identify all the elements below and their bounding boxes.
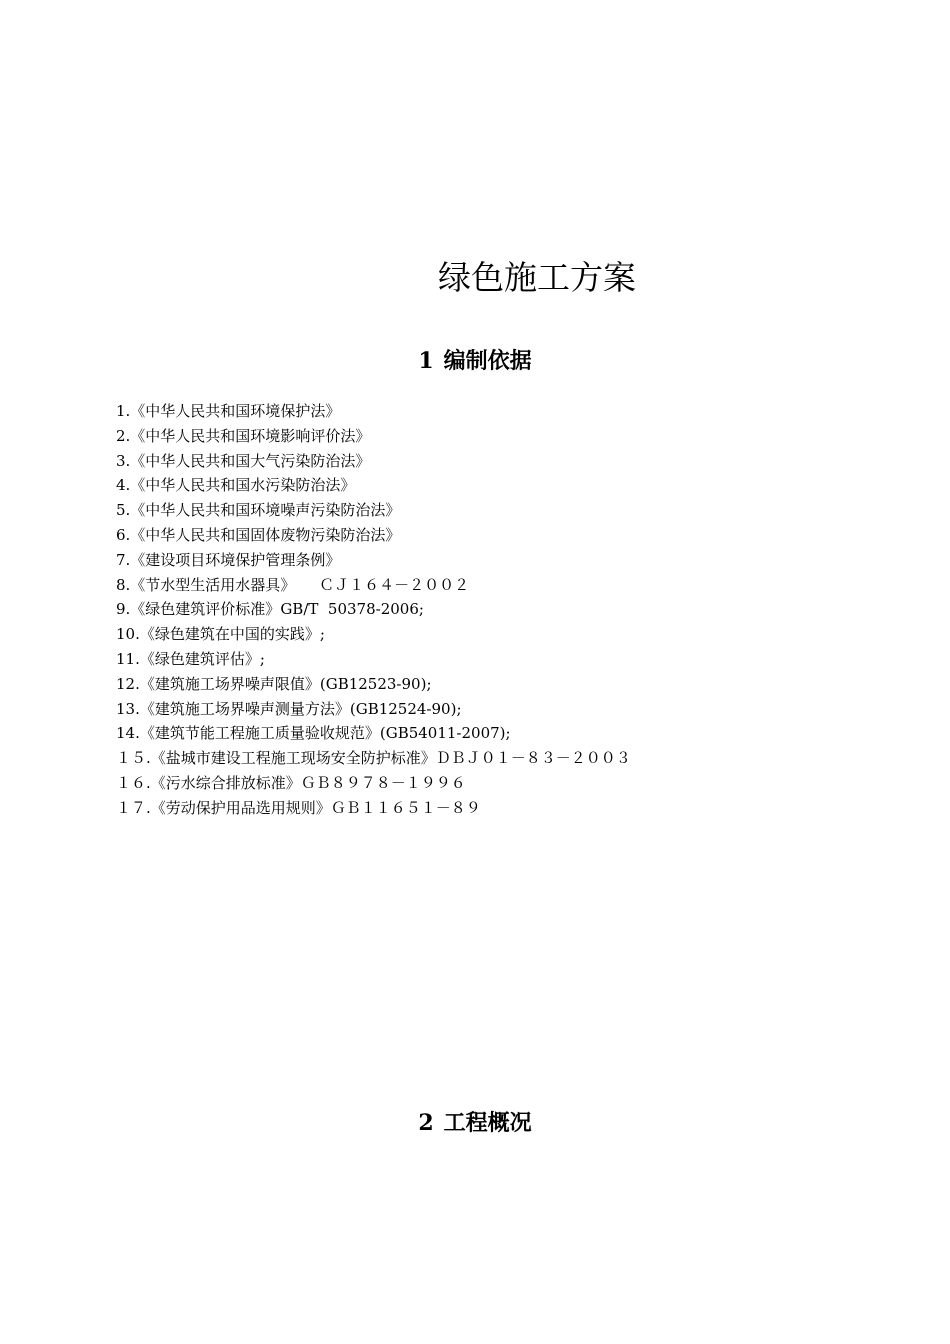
section-number: 2 (418, 1110, 434, 1136)
section-title: 工程概况 (443, 1110, 532, 1136)
list-item: 9.《绿色建筑评价标准》GB/T 50378-2006; (116, 600, 424, 619)
section-number: 1 (418, 348, 434, 374)
list-item: 5.《中华人民共和国环境噪声污染防治法》 (116, 501, 401, 520)
list-item: 12.《建筑施工场界噪声限值》(GB12523-90); (116, 674, 432, 693)
list-item: 8.《节水型生活用水器具》 ＣＪ１６４－２００２ (116, 575, 470, 594)
document-title: 绿色施工方案 (438, 258, 636, 297)
list-item: 4.《中华人民共和国水污染防治法》 (116, 476, 356, 495)
list-item: １７.《劳动保护用品选用规则》ＧＢ１１６５１－８９ (116, 798, 481, 817)
list-item: 10.《绿色建筑在中国的实践》; (116, 625, 325, 644)
list-item: 6.《中华人民共和国固体废物污染防治法》 (116, 525, 401, 544)
list-item: 2.《中华人民共和国环境影响评价法》 (116, 426, 371, 445)
list-item: １６.《污水综合排放标准》ＧＢ８９７８－１９９６ (116, 773, 466, 792)
list-item: 7.《建设项目环境保护管理条例》 (116, 550, 341, 569)
list-item: 1.《中华人民共和国环境保护法》 (116, 402, 341, 420)
section-heading-basis (0, 344, 950, 375)
list-item: 13.《建筑施工场界噪声测量方法》(GB12524-90); (116, 699, 462, 718)
list-item: 3.《中华人民共和国大气污染防治法》 (116, 451, 371, 470)
section-title: 编制依据 (443, 348, 532, 374)
list-item: 14.《建筑节能工程施工质量验收规范》(GB54011-2007); (116, 724, 511, 743)
list-item: 11.《绿色建筑评估》; (116, 649, 265, 668)
section-heading-overview (0, 1106, 950, 1137)
list-item: １５.《盐城市建设工程施工现场安全防护标准》ＤＢＪ０１－８３－２００３ (116, 749, 631, 768)
reference-list (116, 399, 631, 821)
